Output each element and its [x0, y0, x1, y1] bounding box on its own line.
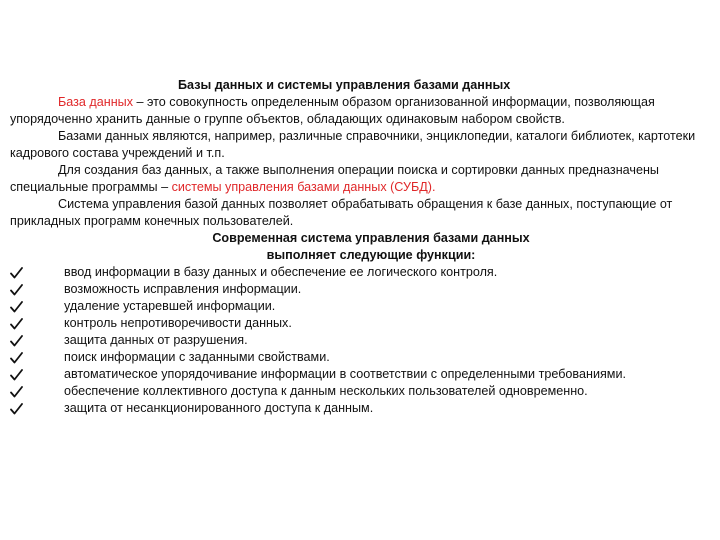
function-text: поиск информации с заданными свойствами.: [64, 350, 330, 364]
paragraph-dbms: [10, 162, 714, 196]
list-item: [10, 366, 714, 383]
function-text: возможность исправления информации.: [64, 282, 302, 296]
check-icon: [10, 301, 23, 313]
function-text: защита данных от разрушения.: [64, 333, 248, 347]
paragraph-examples: Базами данных являются, например, различные справочники, энциклопедии, каталоги библиотек, картотеки кадрового состава учреждений и т.п.: [10, 129, 696, 160]
list-item: [10, 264, 714, 281]
list-item: [10, 332, 714, 349]
check-icon: [10, 318, 23, 330]
check-icon: [10, 352, 23, 364]
term-dbms: системы управления базами данных (СУБД).: [171, 180, 436, 194]
list-item: [10, 315, 714, 332]
list-item: [10, 400, 714, 417]
check-icon: [10, 386, 23, 398]
function-text: обеспечение коллективного доступа к данным нескольких пользователей одновременно.: [64, 384, 588, 398]
list-item: [10, 349, 714, 366]
document-body: [10, 77, 714, 417]
dbms-text: Для создания баз данных, а также выполнения операции поиска и сортировки данных предназначены специальные программы –: [10, 163, 659, 194]
function-text: автоматическое упорядочивание информации в соответствии с определенными требованиями.: [64, 367, 626, 381]
paragraph-dbms-purpose: Система управления базой данных позволяет обрабатывать обращения к базе данных, поступающие от прикладных программ конечных пользователей.: [10, 197, 673, 228]
functions-heading-line1: Современная система управления базами данных: [212, 231, 530, 245]
check-icon: [10, 335, 23, 347]
list-item: [10, 298, 714, 315]
definition-text: – это совокупность определенным образом организованной информации, позволяющая упорядоченно хранить данные о группе объектов, обладающих одинаковым набором свойств.: [10, 95, 655, 126]
paragraph-definition: [10, 94, 714, 128]
list-item: [10, 281, 714, 298]
list-item: [10, 383, 714, 400]
check-icon: [10, 403, 23, 415]
document-title: Базы данных и системы управления базами данных: [178, 78, 511, 92]
check-icon: [10, 369, 23, 381]
function-text: ввод информации в базу данных и обеспечение ее логического контроля.: [64, 265, 498, 279]
function-text: контроль непротиворечивости данных.: [64, 316, 292, 330]
functions-list: [10, 264, 714, 417]
check-icon: [10, 267, 23, 279]
function-text: защита от несанкционированного доступа к данным.: [64, 401, 374, 415]
check-icon: [10, 284, 23, 296]
function-text: удаление устаревшей информации.: [64, 299, 276, 313]
functions-heading-line2: выполняет следующие функции:: [266, 248, 476, 262]
term-database: База данных: [58, 95, 134, 109]
